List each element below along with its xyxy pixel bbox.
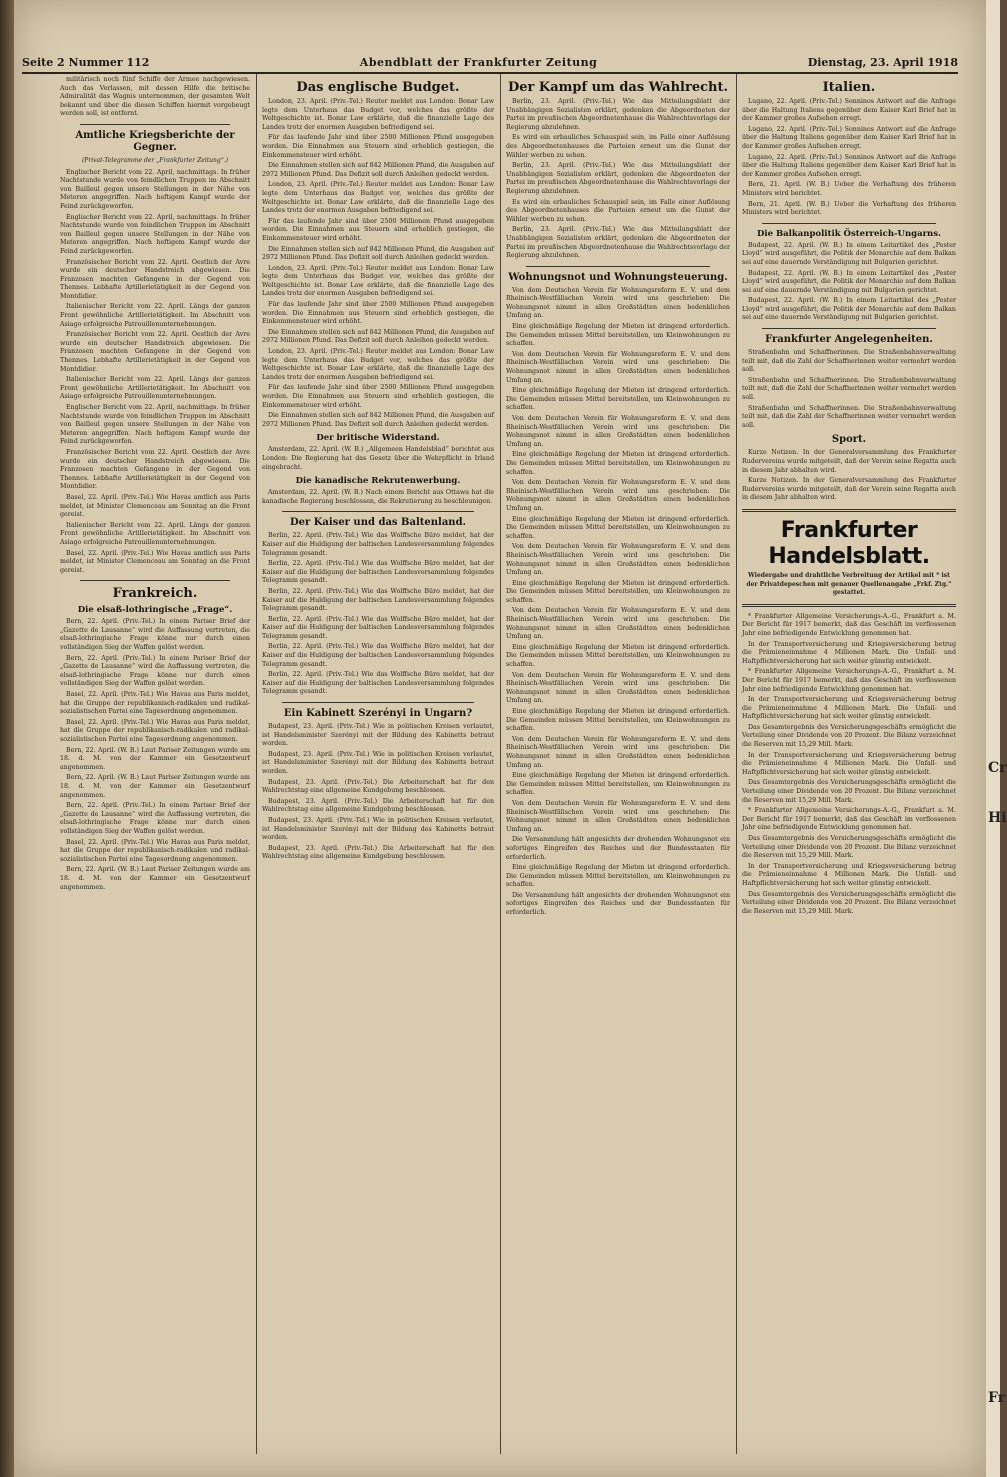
article-text: Eine gleichmäßige Regelung der Mieten ist dringend erforderlich. Die Gemeinden müssen Mittel bereitstellen, um Kleinwohnungen zu schaffen.	[506, 772, 730, 797]
article-text: In der Transportversicherung und Kriegsversicherung betrug die Prämieneinnahme 4 Millionen Mark. Die Unfall- und Haftpflichtversicherung hat sich weiter günstig entwickelt.	[742, 862, 956, 887]
article-text: Französischer Bericht vom 22. April. Oestlich der Avre wurde ein deutscher Handstreich abgewiesen. Die Franzosen machten Gefangene in der Gegend von Thennes. Lebhafte Artillerietätigkeit in der Gegend von Montdidier.	[60, 258, 250, 300]
article-text: Budapest, 23. April. (Priv.-Tel.) Die Arbeiterschaft hat für den Wahlrechtstag eine allgemeine Kundgebung beschlossen.	[262, 844, 494, 861]
article-text: Italienischer Bericht vom 22. April. Längs der ganzen Front gewöhnliche Artillerietätigkeit. Im Abschnitt von Asiago erfolgreiche Patrouillenunternehmungen.	[60, 303, 250, 328]
page-number: Seite 2 Nummer 112	[22, 55, 150, 69]
article-text: Amsterdam, 22. April. (W. B.) „Allgemeen Handelsblad“ berichtet aus London: Die Regierung hat das Gesetz über die Wehrpflicht in Irland eingebracht.	[262, 446, 494, 471]
column-rule	[736, 74, 737, 1454]
article-text: Das Gesamtergebnis des Versicherungsgeschäfts ermöglicht die Verteilung einer Dividende von 20 Prozent. Die Bilanz verzeichnet die Reserven mit 15,29 Mill. Mark.	[742, 779, 956, 804]
article-text: Budapest, 22. April. (W. B.) In einem Leitartikel des „Pester Lloyd“ wird ausgeführt, die Politik der Monarchie auf dem Balkan sei auf eine dauernde Verständigung mit Bulgarien gerichtet.	[742, 269, 956, 294]
article-text: Bern, 21. April. (W. B.) Ueber die Verhaftung des früheren Ministers wird berichtet.	[742, 200, 956, 217]
article-text: Budapest, 22. April. (W. B.) In einem Leitartikel des „Pester Lloyd“ wird ausgeführt, die Politik der Monarchie auf dem Balkan sei auf eine dauernde Verständigung mit Bulgarien gerichtet.	[742, 297, 956, 322]
double-divider	[742, 604, 956, 607]
article-text: Für das laufende Jahr sind über 2500 Millionen Pfund ausgegeben worden. Die Einnahmen aus Steuern sind erheblich gestiegen, die Einkommensteuer wird erhöht.	[262, 217, 494, 242]
article-text: Eine gleichmäßige Regelung der Mieten ist dringend erforderlich. Die Gemeinden müssen Mittel bereitstellen, um Kleinwohnungen zu schaffen.	[506, 515, 730, 540]
article-text: Eine gleichmäßige Regelung der Mieten ist dringend erforderlich. Die Gemeinden müssen Mittel bereitstellen, um Kleinwohnungen zu schaffen.	[506, 451, 730, 476]
article-text: Berlin, 22. April. (Priv.-Tel.) Wie das Wolffsche Büro meldet, hat der Kaiser auf die Huldigung der baltischen Landesversammlung folgendes Telegramm gesandt.	[262, 560, 494, 585]
article-text: Budapest, 23. April. (Priv.-Tel.) Wie in politischen Kreisen verlautet, ist Handelsminister Szerényi mit der Bildung des Kabinetts betraut worden.	[262, 723, 494, 748]
article-text: Lugano, 22. April. (Priv.-Tel.) Sonninos Antwort auf die Anfrage über die Haltung Italiens gegenüber dem Kaiser Karl Brief hat in der Kammer großes Aufsehen erregt.	[742, 153, 956, 178]
adjacent-page-edge	[986, 0, 1007, 1477]
article-text: Kurze Notizen. In der Generalversammlung des Frankfurter Rudervereins wurde mitgeteilt, daß der Verein seine Regatta auch in diesem Jahr abhalten wird.	[742, 477, 956, 502]
divider	[526, 266, 710, 267]
divider	[282, 511, 474, 512]
article-text: Es wird ein erbauliches Schauspiel sein, im Falle einer Auflösung des Abgeordnetenhauses die Parteien erneut um die Gunst der Wähler werben zu sehen.	[506, 134, 730, 159]
article-text: Berlin, 22. April. (Priv.-Tel.) Wie das Wolffsche Büro meldet, hat der Kaiser auf die Huldigung der baltischen Landesversammlung folgendes Telegramm gesandt.	[262, 671, 494, 696]
article-text: London, 23. April. (Priv.-Tel.) Reuter meldet aus London: Bonar Law legte dem Unterhaus das Budget vor, welches das größte der Weltgeschichte ist. Bonar Law erklärte, daß die finanzielle Lage des Landes trotz der enormen Ausgaben befriedigend sei.	[262, 98, 494, 131]
article-text: Das Gesamtergebnis des Versicherungsgeschäfts ermöglicht die Verteilung einer Dividende von 20 Prozent. Die Bilanz verzeichnet die Reserven mit 15,29 Mill. Mark.	[742, 890, 956, 915]
column-4	[742, 76, 956, 1456]
article-text: Von dem Deutschen Verein für Wohnungsreform E. V. und dem Rheinisch-Westfälischen Verein wird uns geschrieben: Die Wohnungsnot nimmt in allen Großstädten einen bedenklichen Umfang an.	[506, 415, 730, 448]
divider	[80, 124, 230, 125]
article-text: Von dem Deutschen Verein für Wohnungsreform E. V. und dem Rheinisch-Westfälischen Verein wird uns geschrieben: Die Wohnungsnot nimmt in allen Großstädten einen bedenklichen Umfang an.	[506, 671, 730, 705]
headline: Die Balkanpolitik Österreich-Ungarns.	[757, 228, 941, 239]
headline: Sport.	[831, 434, 867, 446]
article-text: Berlin, 22. April. (Priv.-Tel.) Wie das Wolffsche Büro meldet, hat der Kaiser auf die Huldigung der baltischen Landesversammlung folgendes Telegramm gesandt.	[262, 532, 494, 557]
article-text: In der Transportversicherung und Kriegsversicherung betrug die Prämieneinnahme 4 Millionen Mark. Die Unfall- und Haftpflichtversicherung hat sich weiter günstig entwickelt.	[742, 696, 956, 721]
article-text: Die Einnahmen stellen sich auf 842 Millionen Pfund, die Ausgaben auf 2972 Millionen Pfund. Das Defizit soll durch Anleihen gedeckt werden.	[262, 245, 494, 262]
article-text: London, 23. April. (Priv.-Tel.) Reuter meldet aus London: Bonar Law legte dem Unterhaus das Budget vor, welches das größte der Weltgeschichte ist. Bonar Law erklärte, daß die finanzielle Lage des Landes trotz der enormen Ausgaben befriedigend sei.	[262, 181, 494, 215]
article-text: * Frankfurter Allgemeine Versicherungs-A.-G., Frankfurt a. M. Der Bericht für 1917 bemerkt, daß das Geschäft im verflossenen Jahr eine befriedigende Entwicklung genommen hat.	[742, 668, 956, 693]
headline: Das englische Budget.	[296, 80, 460, 95]
article-text: Basel, 22. April. (Priv.-Tel.) Wie Havas aus Paris meldet, hat die Gruppe der republikanisch-radikalen und radikal-sozialistischen Partei eine Tagesordnung angenommen.	[60, 838, 250, 863]
article-text: Basel, 22. April. (Priv.-Tel.) Wie Havas aus Paris meldet, hat die Gruppe der republikanisch-radikalen und radikal-sozialistischen Partei eine Tagesordnung angenommen.	[60, 718, 250, 743]
headline: Der britische Widerstand.	[316, 433, 440, 444]
article-text: In der Transportversicherung und Kriegsversicherung betrug die Prämieneinnahme 4 Millionen Mark. Die Unfall- und Haftpflichtversicherung hat sich weiter günstig entwickelt.	[742, 640, 956, 665]
article-text: In der Transportversicherung und Kriegsversicherung betrug die Prämieneinnahme 4 Millionen Mark. Die Unfall- und Haftpflichtversicherung hat sich weiter günstig entwickelt.	[742, 751, 956, 776]
article-text: Englischer Bericht vom 22. April, nachmittags. In früher Nachtstunde wurde von feindlichen Truppen im Abschnitt von Bailleul gegen unsere Stellungen in der Nähe von Meteren angegriffen. Nach heftigem Kampf wurde der Feind zurückgeworfen.	[60, 213, 250, 255]
article-text: Von dem Deutschen Verein für Wohnungsreform E. V. und dem Rheinisch-Westfälischen Verein wird uns geschrieben: Die Wohnungsnot nimmt in allen Großstädten einen bedenklichen Umfang an.	[506, 735, 730, 769]
headline: Wohnungsnot und Wohnungsteuerung.	[508, 271, 728, 283]
article-text: Französischer Bericht vom 22. April. Oestlich der Avre wurde ein deutscher Handstreich abgewiesen. Die Franzosen machten Gefangene in der Gegend von Thennes. Lebhafte Artillerietätigkeit in der Gegend von Montdidier.	[60, 448, 250, 491]
article-text: Für das laufende Jahr sind über 2500 Millionen Pfund ausgegeben worden. Die Einnahmen aus Steuern sind erheblich gestiegen, die Einkommensteuer wird erhöht.	[262, 134, 494, 159]
article-text: Basel, 22. April. (Priv.-Tel.) Wie Havas amtlich aus Paris meldet, ist Minister Clemenceau am Sonntag an die Front gereist.	[60, 549, 250, 574]
article-text: Eine gleichmäßige Regelung der Mieten ist dringend erforderlich. Die Gemeinden müssen Mittel bereitstellen, um Kleinwohnungen zu schaffen.	[506, 643, 730, 669]
article-text: Die Einnahmen stellen sich auf 842 Millionen Pfund, die Ausgaben auf 2972 Millionen Pfund. Das Defizit soll durch Anleihen gedeckt werden.	[262, 328, 494, 345]
subline: (Privat-Telegramme der „Frankfurter Zeitung“.)	[81, 156, 229, 164]
book-binding	[0, 0, 14, 1477]
column-2	[262, 76, 494, 1456]
column-1	[60, 76, 250, 1456]
article-text: Das Gesamtergebnis des Versicherungsgeschäfts ermöglicht die Verteilung einer Dividende von 20 Prozent. Die Bilanz verzeichnet die Reserven mit 15,29 Mill. Mark.	[742, 723, 956, 749]
article-text: Straßenbahn und Schaffnerinnen. Die Straßenbahnverwaltung teilt mit, daß die Zahl der Schaffnerinnen weiter vermehrt werden soll.	[742, 376, 956, 402]
article-text: Bern, 21. April. (W. B.) Ueber die Verhaftung des früheren Ministers wird berichtet.	[742, 181, 956, 197]
article-text: * Frankfurter Allgemeine Versicherungs-A.-G., Frankfurt a. M. Der Bericht für 1917 bemerkt, daß das Geschäft im verflossenen Jahr eine befriedigende Entwicklung genommen hat.	[742, 612, 956, 637]
article-text: Bern, 22. April. (Priv.-Tel.) In einem Pariser Brief der „Gazette de Lausanne“ wird die Auffassung vertreten, die elsaß-lothringische Frage könne nur durch einen vollständigen Sieg der Waffen gelöst werden.	[60, 802, 250, 835]
article-text: Die Einnahmen stellen sich auf 842 Millionen Pfund, die Ausgaben auf 2972 Millionen Pfund. Das Defizit soll durch Anleihen gedeckt werden.	[262, 412, 494, 428]
column-rule	[256, 74, 257, 1454]
article-text: Von dem Deutschen Verein für Wohnungsreform E. V. und dem Rheinisch-Westfälischen Verein wird uns geschrieben: Die Wohnungsnot nimmt in allen Großstädten einen bedenklichen Umfang an.	[506, 479, 730, 512]
article-text: Von dem Deutschen Verein für Wohnungsreform E. V. und dem Rheinisch-Westfälischen Verein wird uns geschrieben: Die Wohnungsnot nimmt in allen Großstädten einen bedenklichen Umfang an.	[506, 543, 730, 577]
article-text: Lugano, 22. April. (Priv.-Tel.) Sonninos Antwort auf die Anfrage über die Haltung Italiens gegenüber dem Kaiser Karl Brief hat in der Kammer großes Aufsehen erregt.	[742, 98, 956, 123]
divider	[762, 328, 936, 329]
article-text: Für das laufende Jahr sind über 2500 Millionen Pfund ausgegeben worden. Die Einnahmen aus Steuern sind erheblich gestiegen, die Einkommensteuer wird erhöht.	[262, 384, 494, 409]
headline: Der Kampf um das Wahlrecht.	[508, 80, 728, 95]
article-text: Basel, 22. April. (Priv.-Tel.) Wie Havas amtlich aus Paris meldet, ist Minister Clemenceau am Sonntag an die Front gereist.	[60, 493, 250, 519]
article-text: Budapest, 23. April. (Priv.-Tel.) Die Arbeiterschaft hat für den Wahlrechtstag eine allgemeine Kundgebung beschlossen.	[262, 797, 494, 814]
page-masthead	[22, 52, 958, 74]
double-divider	[742, 509, 956, 512]
headline: Ein Kabinett Szerényi in Ungarn?	[283, 708, 473, 720]
article-text: Eine gleichmäßige Regelung der Mieten ist dringend erforderlich. Die Gemeinden müssen Mittel bereitstellen, um Kleinwohnungen zu schaffen.	[506, 387, 730, 412]
article-text: Von dem Deutschen Verein für Wohnungsreform E. V. und dem Rheinisch-Westfälischen Verein wird uns geschrieben: Die Wohnungsnot nimmt in allen Großstädten einen bedenklichen Umfang an.	[506, 350, 730, 384]
article-text: Budapest, 23. April. (Priv.-Tel.) Wie in politischen Kreisen verlautet, ist Handelsminister Szerényi mit der Bildung des Kabinetts betraut worden.	[262, 750, 494, 775]
article-text: Eine gleichmäßige Regelung der Mieten ist dringend erforderlich. Die Gemeinden müssen Mittel bereitstellen, um Kleinwohnungen zu schaffen.	[506, 323, 730, 348]
article-text: Französischer Bericht vom 22. April. Oestlich der Avre wurde ein deutscher Handstreich abgewiesen. Die Franzosen machten Gefangene in der Gegend von Thennes. Lebhafte Artillerietätigkeit in der Gegend von Montdidier.	[60, 331, 250, 373]
article-text: Berlin, 23. April. (Priv.-Tel.) Wie das Mitteilungsblatt der Unabhängigen Sozialisten erklärt, gedenken die Abgeordneten der Partei im preußischen Abgeordnetenhause die Wahlrechtsvorlage der Regierung abzulehnen.	[506, 162, 730, 195]
article-text: Die Einnahmen stellen sich auf 842 Millionen Pfund, die Ausgaben auf 2972 Millionen Pfund. Das Defizit soll durch Anleihen gedeckt werden.	[262, 162, 494, 178]
article-text: Berlin, 23. April. (Priv.-Tel.) Wie das Mitteilungsblatt der Unabhängigen Sozialisten erklärt, gedenken die Abgeordneten der Partei im preußischen Abgeordnetenhause die Wahlrechtsvorlage der Regierung abzulehnen.	[506, 226, 730, 260]
headline: Amtliche Kriegsberichte der Gegner.	[75, 129, 235, 153]
section-title: Frankfurter Handelsblatt.	[768, 517, 930, 569]
headline: Frankfurter Angelegenheiten.	[765, 334, 933, 346]
article-text: Budapest, 23. April. (Priv.-Tel.) Wie in politischen Kreisen verlautet, ist Handelsminister Szerényi mit der Bildung des Kabinetts betraut worden.	[262, 816, 494, 842]
article-text: militärisch noch fünf Schiffe der Armee nachgewiesen. Auch das Verlassen, mit dessen Hilfe die britische Admiralität das Wagnis unternommen, der gesamten Welt bekannt und über die diesen Schiffen hiermit vorgebeugt werden soll, ist entfernt.	[60, 76, 250, 118]
article-text: Bern, 22. April. (Priv.-Tel.) In einem Pariser Brief der „Gazette de Lausanne“ wird die Auffassung vertreten, die elsaß-lothringische Frage könne nur durch einen vollständigen Sieg der Waffen gelöst werden.	[60, 618, 250, 652]
article-text: Von dem Deutschen Verein für Wohnungsreform E. V. und dem Rheinisch-Westfälischen Verein wird uns geschrieben: Die Wohnungsnot nimmt in allen Großstädten einen bedenklichen Umfang an.	[506, 607, 730, 641]
article-text: Es wird ein erbauliches Schauspiel sein, im Falle einer Auflösung des Abgeordnetenhauses die Parteien erneut um die Gunst der Wähler werben zu sehen.	[506, 198, 730, 223]
article-text: Italienischer Bericht vom 22. April. Längs der ganzen Front gewöhnliche Artillerietätigkeit. Im Abschnitt von Asiago erfolgreiche Patrouillenunternehmungen.	[60, 376, 250, 401]
column-3	[506, 76, 730, 1456]
article-text: Budapest, 23. April. (Priv.-Tel.) Die Arbeiterschaft hat für den Wahlrechtstag eine allgemeine Kundgebung beschlossen.	[262, 778, 494, 795]
article-text: * Frankfurter Allgemeine Versicherungs-A.-G., Frankfurt a. M. Der Bericht für 1917 bemerkt, daß das Geschäft im verflossenen Jahr eine befriedigende Entwicklung genommen hat.	[742, 807, 956, 832]
edge-fragment: Cr	[988, 760, 1007, 776]
divider	[282, 702, 474, 703]
article-text: Die Versammlung hält angesichts der drohenden Wohnungsnot ein sofortiges Eingreifen des Reiches und der Bundesstaaten für erforderlich.	[506, 836, 730, 861]
headline: Die elsaß-lothringische „Frage“.	[77, 605, 233, 616]
divider	[762, 223, 936, 224]
article-text: Das Gesamtergebnis des Versicherungsgeschäfts ermöglicht die Verteilung einer Dividende von 20 Prozent. Die Bilanz verzeichnet die Reserven mit 15,29 Mill. Mark.	[742, 835, 956, 860]
article-text: Bern, 22. April. (Priv.-Tel.) In einem Pariser Brief der „Gazette de Lausanne“ wird die Auffassung vertreten, die elsaß-lothringische Frage könne nur durch einen vollständigen Sieg der Waffen gelöst werden.	[60, 654, 250, 688]
article-text: Eine gleichmäßige Regelung der Mieten ist dringend erforderlich. Die Gemeinden müssen Mittel bereitstellen, um Kleinwohnungen zu schaffen.	[506, 579, 730, 604]
article-text: Berlin, 22. April. (Priv.-Tel.) Wie das Wolffsche Büro meldet, hat der Kaiser auf die Huldigung der baltischen Landesversammlung folgendes Telegramm gesandt.	[262, 587, 494, 613]
article-text: Englischer Bericht vom 22. April, nachmittags. In früher Nachtstunde wurde von feindlichen Truppen im Abschnitt von Bailleul gegen unsere Stellungen in der Nähe von Meteren angegriffen. Nach heftigem Kampf wurde der Feind zurückgeworfen.	[60, 168, 250, 210]
article-text: Von dem Deutschen Verein für Wohnungsreform E. V. und dem Rheinisch-Westfälischen Verein wird uns geschrieben: Die Wohnungsnot nimmt in allen Großstädten einen bedenklichen Umfang an.	[506, 799, 730, 833]
issue-date: Dienstag, 23. April 1918	[807, 55, 958, 69]
article-text: Berlin, 23. April. (Priv.-Tel.) Wie das Mitteilungsblatt der Unabhängigen Sozialisten erklärt, gedenken die Abgeordneten der Partei im preußischen Abgeordnetenhause die Wahlrechtsvorlage der Regierung abzulehnen.	[506, 98, 730, 131]
headline: Der Kaiser und das Baltenland.	[289, 517, 467, 529]
section-notice: Wiedergabe und drahtliche Verbreitung der Artikel mit * ist der Privatdepeschen mit genauer Quellenangabe „Frkf. Ztg.“ gestattet.	[746, 571, 952, 597]
article-text: Straßenbahn und Schaffnerinnen. Die Straßenbahnverwaltung teilt mit, daß die Zahl der Schaffnerinnen weiter vermehrt werden soll.	[742, 404, 956, 429]
article-text: London, 23. April. (Priv.-Tel.) Reuter meldet aus London: Bonar Law legte dem Unterhaus das Budget vor, welches das größte der Weltgeschichte ist. Bonar Law erklärte, daß die finanzielle Lage des Landes trotz der enormen Ausgaben befriedigend sei.	[262, 348, 494, 381]
article-text: Lugano, 22. April. (Priv.-Tel.) Sonninos Antwort auf die Anfrage über die Haltung Italiens gegenüber dem Kaiser Karl Brief hat in der Kammer großes Aufsehen erregt.	[742, 125, 956, 150]
article-text: Straßenbahn und Schaffnerinnen. Die Straßenbahnverwaltung teilt mit, daß die Zahl der Schaffnerinnen weiter vermehrt werden soll.	[742, 349, 956, 374]
headline: Frankreich.	[112, 586, 198, 602]
headline: Italien.	[822, 80, 876, 95]
article-text: Englischer Bericht vom 22. April, nachmittags. In früher Nachtstunde wurde von feindlichen Truppen im Abschnitt von Bailleul gegen unsere Stellungen in der Nähe von Meteren angegriffen. Nach heftigem Kampf wurde der Feind zurückgeworfen.	[60, 404, 250, 446]
edge-fragment: Hi	[988, 810, 1007, 826]
article-text: Berlin, 22. April. (Priv.-Tel.) Wie das Wolffsche Büro meldet, hat der Kaiser auf die Huldigung der baltischen Landesversammlung folgendes Telegramm gesandt.	[262, 643, 494, 668]
column-rule	[500, 74, 501, 1454]
article-text: Berlin, 22. April. (Priv.-Tel.) Wie das Wolffsche Büro meldet, hat der Kaiser auf die Huldigung der baltischen Landesversammlung folgendes Telegramm gesandt.	[262, 615, 494, 640]
article-text: Bern, 22. April. (W. B.) Laut Pariser Zeitungen wurde am 18. d. M. von der Kammer ein Gesetzentwurf angenommen.	[60, 774, 250, 799]
article-text: Amsterdam, 22. April. (W. B.) Nach einem Bericht aus Ottawa hat die kanadische Regierung beschlossen, die Rekrutierung zu beschleunigen.	[262, 489, 494, 505]
newspaper-title: Abendblatt der Frankfurter Zeitung	[359, 55, 598, 69]
article-text: Kurze Notizen. In der Generalversammlung des Frankfurter Rudervereins wurde mitgeteilt, daß der Verein seine Regatta auch in diesem Jahr abhalten wird.	[742, 449, 956, 474]
article-text: Für das laufende Jahr sind über 2500 Millionen Pfund ausgegeben worden. Die Einnahmen aus Steuern sind erheblich gestiegen, die Einkommensteuer wird erhöht.	[262, 301, 494, 326]
article-text: Bern, 22. April. (W. B.) Laut Pariser Zeitungen wurde am 18. d. M. von der Kammer ein Gesetzentwurf angenommen.	[60, 746, 250, 771]
article-text: Die Versammlung hält angesichts der drohenden Wohnungsnot ein sofortiges Eingreifen des Reiches und der Bundesstaaten für erforderlich.	[506, 891, 730, 917]
article-text: Von dem Deutschen Verein für Wohnungsreform E. V. und dem Rheinisch-Westfälischen Verein wird uns geschrieben: Die Wohnungsnot nimmt in allen Großstädten einen bedenklichen Umfang an.	[506, 286, 730, 320]
article-text: Basel, 22. April. (Priv.-Tel.) Wie Havas aus Paris meldet, hat die Gruppe der republikanisch-radikalen und radikal-sozialistischen Partei eine Tagesordnung angenommen.	[60, 691, 250, 716]
article-text: Budapest, 22. April. (W. B.) In einem Leitartikel des „Pester Lloyd“ wird ausgeführt, die Politik der Monarchie auf dem Balkan sei auf eine dauernde Verständigung mit Bulgarien gerichtet.	[742, 241, 956, 266]
article-text: London, 23. April. (Priv.-Tel.) Reuter meldet aus London: Bonar Law legte dem Unterhaus das Budget vor, welches das größte der Weltgeschichte ist. Bonar Law erklärte, daß die finanzielle Lage des Landes trotz der enormen Ausgaben befriedigend sei.	[262, 264, 494, 298]
divider	[80, 580, 230, 581]
article-text: Eine gleichmäßige Regelung der Mieten ist dringend erforderlich. Die Gemeinden müssen Mittel bereitstellen, um Kleinwohnungen zu schaffen.	[506, 708, 730, 733]
article-text: Bern, 22. April. (W. B.) Laut Pariser Zeitungen wurde am 18. d. M. von der Kammer ein Gesetzentwurf angenommen.	[60, 866, 250, 891]
article-text: Eine gleichmäßige Regelung der Mieten ist dringend erforderlich. Die Gemeinden müssen Mittel bereitstellen, um Kleinwohnungen zu schaffen.	[506, 864, 730, 889]
edge-fragment: Fr	[988, 1390, 1006, 1406]
article-text: Italienischer Bericht vom 22. April. Längs der ganzen Front gewöhnliche Artillerietätigkeit. Im Abschnitt von Asiago erfolgreiche Patrouillenunternehmungen.	[60, 521, 250, 546]
headline: Die kanadische Rekrutenwerbung.	[295, 476, 461, 487]
